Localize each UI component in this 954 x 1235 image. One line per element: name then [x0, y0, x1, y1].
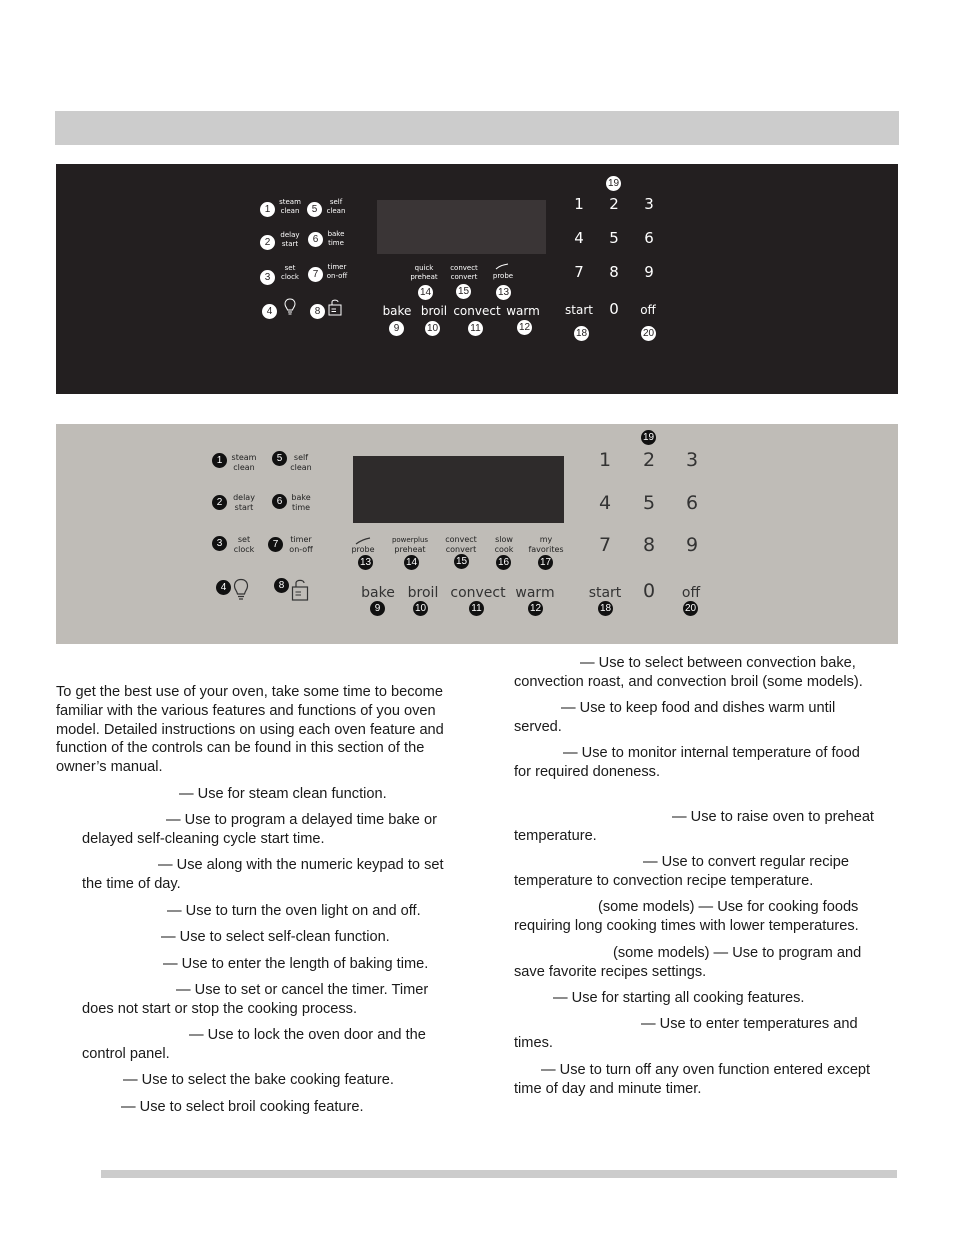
feature-item	[82, 1071, 472, 1090]
bake-button[interactable]: bake	[382, 304, 412, 318]
feature-item	[82, 856, 472, 894]
probe-icon	[355, 537, 371, 545]
feature-item	[514, 744, 899, 782]
section-header-bar	[55, 111, 899, 145]
feature-item	[82, 902, 472, 921]
feature-item	[514, 898, 899, 936]
callout-badge: 1	[212, 453, 227, 468]
keypad-3[interactable]: 3	[685, 449, 699, 471]
button-label: convert	[445, 545, 477, 554]
callout-badge: 7	[308, 267, 323, 282]
button-label: time	[291, 503, 311, 512]
button-label: my	[539, 535, 553, 544]
feature-item	[82, 811, 472, 849]
keypad-5[interactable]: 5	[609, 229, 619, 247]
intro-paragraph: To get the best use of your oven, take some time to become familiar with the various features and functions of you oven model. Detailed instructions on using each oven feature and function of the controls can be found in this section of the owner’s manual.	[56, 684, 444, 776]
feature-item	[514, 699, 899, 737]
keypad-3[interactable]: 3	[644, 195, 654, 213]
button-label: quick	[414, 264, 434, 272]
callout-badge: 10	[414, 603, 427, 614]
callout-badge: 8	[310, 304, 325, 319]
display-window	[377, 200, 546, 254]
convect-convert-button[interactable]	[440, 535, 482, 555]
keypad-7[interactable]: 7	[574, 263, 584, 281]
callout-badge: 16	[497, 557, 510, 568]
item-text: — Use to program a delayed time bake or	[166, 812, 437, 828]
quick-preheat-button[interactable]	[409, 264, 439, 282]
keypad-0[interactable]: 0	[609, 300, 619, 318]
item-text: — Use to turn off any oven function entered except	[541, 1062, 871, 1078]
off-button[interactable]: off	[640, 303, 656, 317]
button-label: favorites	[528, 545, 564, 554]
callout-badge: 5	[272, 451, 287, 466]
item-text: — Use to select between convection bake,	[580, 655, 856, 671]
control-panel-dark	[56, 164, 898, 394]
callout-badge: 14	[419, 287, 432, 298]
powerplus-preheat-button[interactable]	[388, 535, 432, 555]
button-label: timer	[290, 535, 312, 544]
bake-time-button[interactable]	[287, 493, 315, 513]
item-text: — Use to lock the oven door and the	[189, 1027, 426, 1043]
lock-icon[interactable]	[291, 578, 309, 602]
light-bulb-icon[interactable]	[284, 298, 296, 316]
button-label: on-off	[289, 545, 313, 554]
button-label: clean	[280, 207, 300, 215]
item-text: — Use to raise oven to preheat	[672, 809, 874, 825]
button-label: self	[293, 453, 309, 462]
callout-badge: 12	[529, 603, 542, 614]
warm-button[interactable]: warm	[515, 585, 555, 601]
keypad-7[interactable]: 7	[598, 534, 612, 556]
callout-badge: 3	[260, 270, 275, 285]
keypad-6[interactable]: 6	[644, 229, 654, 247]
start-button[interactable]: start	[588, 585, 622, 601]
feature-item	[82, 1098, 472, 1117]
button-label: preheat	[394, 545, 426, 554]
item-text: times.	[514, 1034, 553, 1051]
callout-badge: 19	[607, 178, 620, 189]
button-label: start	[281, 240, 299, 248]
item-text: — Use along with the numeric keypad to set	[158, 857, 444, 873]
keypad-4[interactable]: 4	[598, 492, 612, 514]
item-text: — Use to select broil cooking feature.	[121, 1099, 364, 1115]
display-window	[353, 456, 564, 523]
self-clean-button[interactable]	[323, 198, 349, 216]
feature-item	[82, 785, 472, 804]
keypad-1[interactable]: 1	[574, 195, 584, 213]
button-label: preheat	[410, 273, 438, 281]
control-panel-light	[56, 424, 898, 644]
button-label: clock	[281, 273, 299, 281]
callout-badge: 1	[260, 202, 275, 217]
callout-badge: 6	[308, 232, 323, 247]
button-label: time	[328, 239, 344, 247]
item-text: the time of day.	[82, 875, 181, 892]
warm-button[interactable]: warm	[506, 304, 540, 318]
item-text: does not start or stop the cooking process.	[82, 1000, 358, 1017]
convect-button[interactable]: convect	[453, 304, 501, 318]
callout-badge: 14	[405, 557, 418, 568]
item-text: (some models) — Use for cooking foods	[598, 899, 859, 915]
callout-badge: 20	[684, 603, 697, 614]
callout-badge: 3	[212, 536, 227, 551]
item-text: control panel.	[82, 1045, 170, 1062]
feature-item	[514, 944, 899, 982]
callout-badge: 8	[274, 578, 289, 593]
button-label: convert	[450, 273, 478, 281]
keypad-2[interactable]: 2	[642, 449, 656, 471]
item-text: time of day and minute timer.	[514, 1080, 702, 1097]
item-text: delayed self-cleaning cycle start time.	[82, 830, 325, 847]
button-label: bake	[327, 230, 345, 238]
probe-icon	[495, 263, 509, 270]
feature-item	[514, 989, 899, 1008]
item-text: — Use to select self-clean function.	[161, 929, 390, 945]
callout-badge: 17	[539, 557, 552, 568]
item-text: — Use to enter the length of baking time.	[163, 956, 429, 972]
convect-button[interactable]: convect	[450, 585, 506, 601]
keypad-6[interactable]: 6	[685, 492, 699, 514]
callout-badge: 7	[268, 537, 283, 552]
button-label: set	[284, 264, 296, 272]
callout-badge: 13	[359, 557, 372, 568]
button-label: timer	[327, 263, 347, 271]
item-text: served.	[514, 718, 562, 735]
callout-badge: 15	[455, 556, 468, 567]
button-label: bake	[291, 493, 311, 502]
feature-item	[82, 928, 472, 947]
item-text: requiring long cooking times with lower temperatures.	[514, 917, 859, 934]
keypad-2[interactable]: 2	[609, 195, 619, 213]
steam-clean-button[interactable]	[228, 453, 260, 473]
callout-badge: 4	[216, 580, 231, 595]
steam-clean-button[interactable]	[276, 198, 304, 216]
button-label: clock	[233, 545, 255, 554]
button-label: powerplus	[391, 536, 429, 544]
callout-badge: 9	[370, 601, 385, 616]
my-favorites-button[interactable]	[524, 535, 568, 555]
button-label: start	[234, 503, 254, 512]
callout-badge: 5	[307, 202, 322, 217]
button-label: set	[237, 535, 251, 544]
button-label: convect	[450, 264, 478, 272]
callout-badge: 4	[262, 304, 277, 319]
callout-badge: 11	[468, 321, 483, 336]
button-label: delay	[233, 493, 255, 502]
button-label: steam	[279, 198, 301, 206]
set-clock-button[interactable]	[228, 535, 260, 555]
bake-button[interactable]: bake	[361, 585, 395, 601]
callout-badge: 9	[389, 321, 404, 336]
slow-cook-button[interactable]	[490, 535, 518, 555]
callout-badge: 15	[457, 286, 470, 297]
keypad-1[interactable]: 1	[598, 449, 612, 471]
button-label: delay	[280, 231, 300, 239]
set-clock-button[interactable]	[276, 264, 304, 282]
self-clean-button[interactable]	[287, 453, 315, 473]
off-button[interactable]: off	[681, 585, 701, 601]
feature-item	[514, 654, 899, 692]
item-text: temperature.	[514, 827, 597, 844]
callout-badge: 12	[518, 322, 531, 333]
callout-badge: 2	[212, 495, 227, 510]
timer-on-off-button[interactable]	[322, 263, 352, 281]
item-text: convection roast, and convection broil (some models).	[514, 673, 863, 690]
timer-on-off-button[interactable]	[284, 535, 318, 555]
item-text: — Use to keep food and dishes warm until	[561, 700, 836, 716]
item-text: — Use to enter temperatures and	[641, 1016, 858, 1032]
callout-badge: 10	[426, 323, 439, 334]
item-text: — Use for steam clean function.	[179, 786, 387, 802]
button-label: clean	[290, 463, 312, 472]
feature-item	[514, 1061, 899, 1099]
item-text: save favorite recipes settings.	[514, 963, 707, 980]
keypad-4[interactable]: 4	[574, 229, 584, 247]
broil-button[interactable]: broil	[407, 585, 439, 601]
callout-badge: 2	[260, 235, 275, 250]
delay-start-button[interactable]	[276, 231, 304, 249]
button-label: clean	[233, 463, 255, 472]
footer-bar	[101, 1170, 897, 1178]
item-text: — Use to select the bake cooking feature.	[123, 1072, 394, 1088]
keypad-8[interactable]: 8	[609, 263, 619, 281]
keypad-9[interactable]: 9	[685, 534, 699, 556]
probe-button[interactable]: probe	[351, 545, 375, 554]
callout-badge: 18	[575, 328, 588, 339]
callout-badge: 18	[599, 603, 612, 614]
keypad-9[interactable]: 9	[644, 263, 654, 281]
feature-item	[82, 955, 472, 974]
button-label: self	[329, 198, 343, 206]
item-text: — Use to monitor internal temperature of food	[563, 745, 860, 761]
feature-item	[82, 1026, 472, 1064]
callout-badge: 13	[497, 287, 510, 298]
button-label: convect	[445, 535, 477, 544]
convect-convert-button[interactable]	[446, 264, 482, 282]
lock-icon[interactable]	[328, 298, 342, 316]
item-text: — Use to turn the oven light on and off.	[167, 903, 421, 919]
button-label: steam	[231, 453, 257, 462]
button-label: cook	[494, 545, 514, 554]
button-label: slow	[495, 535, 513, 544]
light-bulb-icon[interactable]	[233, 578, 249, 602]
keypad-5[interactable]: 5	[642, 492, 656, 514]
button-label: on-off	[326, 272, 348, 280]
button-label: clean	[326, 207, 346, 215]
keypad-0[interactable]: 0	[642, 580, 656, 602]
feature-item	[514, 808, 899, 846]
callout-badge: 11	[469, 601, 484, 616]
callout-badge: 19	[642, 432, 655, 443]
probe-button[interactable]: probe	[492, 272, 514, 280]
keypad-8[interactable]: 8	[642, 534, 656, 556]
item-text: — Use for starting all cooking features.	[553, 990, 805, 1006]
callout-badge: 6	[272, 494, 287, 509]
item-text: temperature to convection recipe temperature.	[514, 872, 814, 889]
feature-item	[514, 1015, 899, 1053]
bake-time-button[interactable]	[323, 230, 349, 248]
item-text: for required doneness.	[514, 763, 661, 780]
callout-badge: 20	[642, 328, 655, 339]
delay-start-button[interactable]	[228, 493, 260, 513]
feature-item	[82, 981, 472, 1019]
broil-button[interactable]: broil	[420, 304, 448, 318]
feature-item	[514, 853, 899, 891]
item-text: (some models) — Use to program and	[613, 945, 862, 961]
item-text: — Use to set or cancel the timer. Timer	[176, 982, 429, 998]
start-button[interactable]: start	[565, 303, 593, 317]
item-text: — Use to convert regular recipe	[643, 854, 850, 870]
